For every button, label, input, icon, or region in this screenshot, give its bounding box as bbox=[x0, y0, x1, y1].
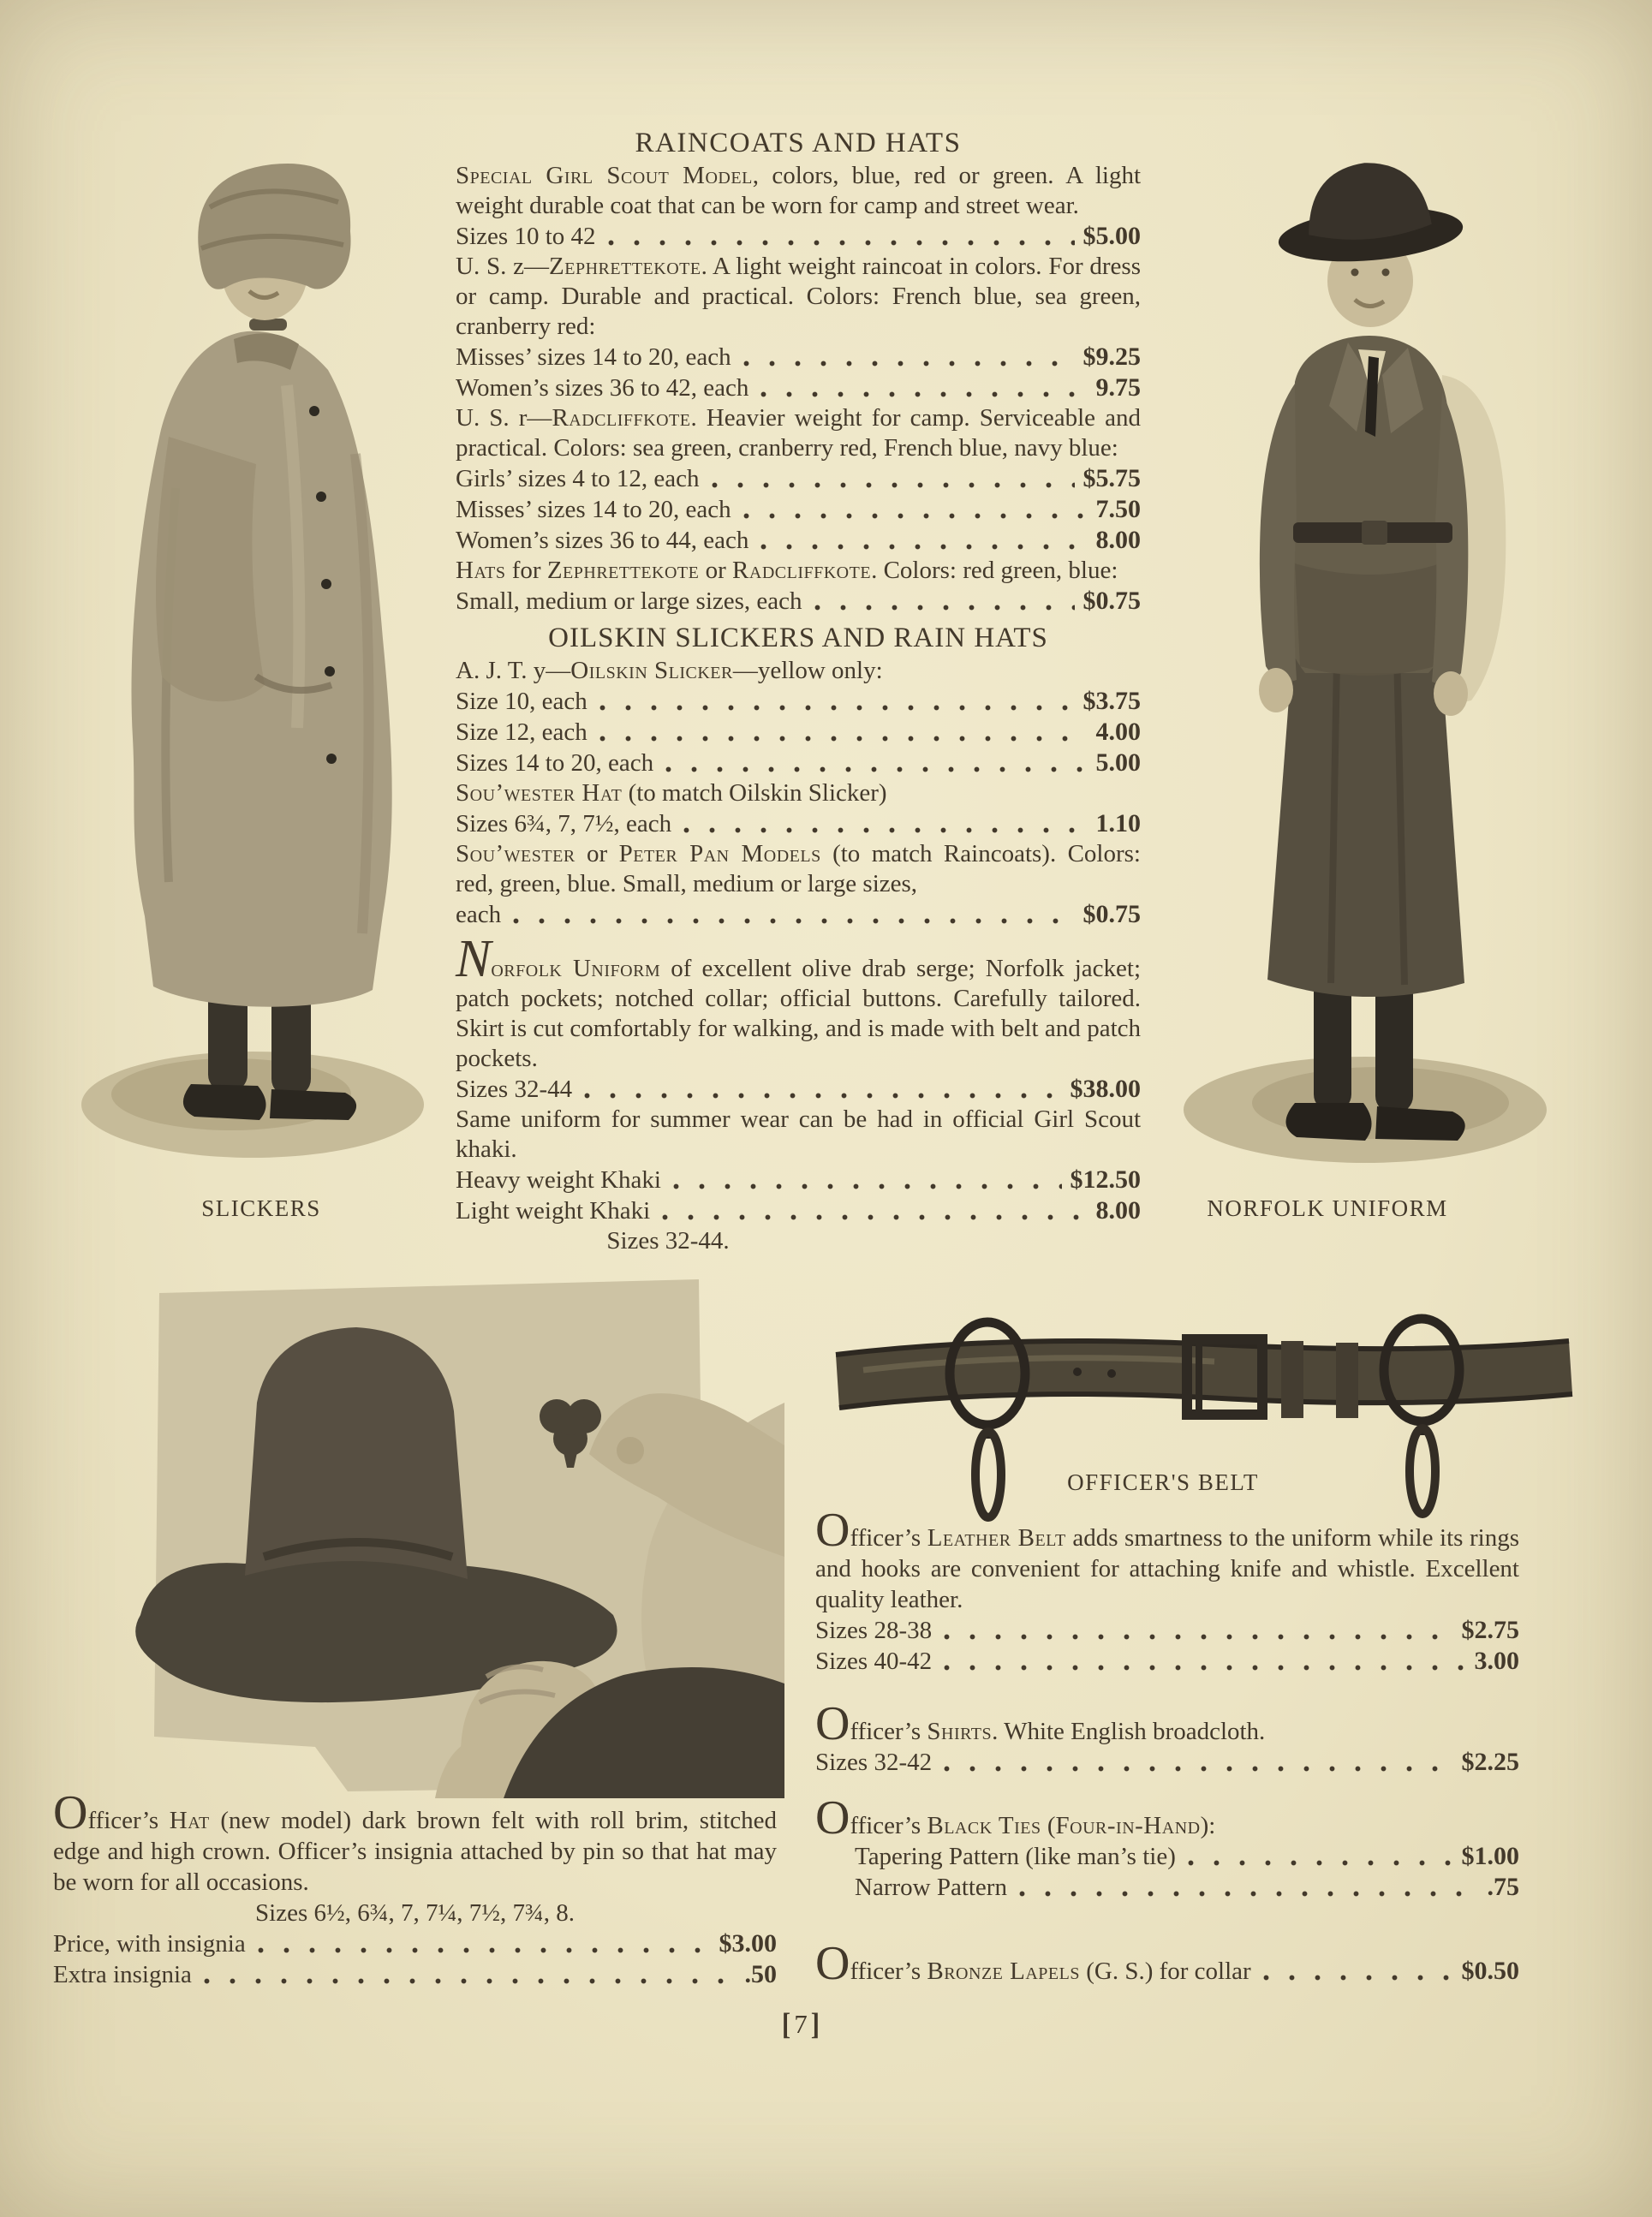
text-run: fficer’s bbox=[850, 1958, 927, 1985]
price-value: 4.00 bbox=[1095, 718, 1141, 746]
price-row-label: Women’s sizes 36 to 44, each bbox=[456, 527, 749, 554]
price-row-misses-14-20 bbox=[456, 342, 1141, 372]
page-number-bracket-left: [ bbox=[781, 2006, 791, 2041]
initial-letter: O bbox=[53, 1786, 88, 1839]
slickers-photo-illustration bbox=[73, 128, 450, 1182]
sizes-32-44-note: Sizes 32-44. bbox=[606, 1227, 730, 1255]
price-row-label: Girls’ sizes 4 to 12, each bbox=[456, 465, 700, 492]
price-value: $2.75 bbox=[1461, 1616, 1519, 1644]
dotted-leader bbox=[712, 482, 1075, 488]
dotted-leader bbox=[683, 827, 1087, 833]
smallcaps-text: Special Girl Scout Model bbox=[456, 162, 753, 189]
smallcaps-text: Leather Belt bbox=[927, 1524, 1066, 1552]
smallcaps-text: Zephrettekote bbox=[549, 253, 701, 280]
dotted-leader bbox=[608, 240, 1075, 246]
price-row-narrow-pattern bbox=[815, 1872, 1519, 1903]
text-run: U. S. z— bbox=[456, 253, 550, 280]
officers-shirts-paragraph bbox=[815, 1697, 1519, 1750]
smallcaps-text: Radcliffkote bbox=[732, 557, 872, 584]
text-run: (G. S.) for collar bbox=[1079, 1958, 1251, 1985]
price-row-small-medium-large bbox=[456, 586, 1141, 617]
price-value: 8.00 bbox=[1095, 526, 1141, 554]
price-row-sizes-10-42 bbox=[456, 221, 1141, 252]
price-row-label: Extra insignia bbox=[53, 1961, 192, 1988]
dotted-leader bbox=[1263, 1975, 1453, 1981]
smallcaps-text: Black Ties bbox=[927, 1812, 1041, 1839]
price-value: $5.00 bbox=[1082, 222, 1141, 250]
text-run: (to match Raincoats). Colors: red, green, blue. Small, medium or large sizes, bbox=[456, 840, 1141, 897]
initial-letter: N bbox=[456, 930, 492, 988]
smallcaps-text: Hat bbox=[169, 1807, 210, 1834]
price-value: 8.00 bbox=[1095, 1196, 1141, 1225]
price-row-label: Misses’ sizes 14 to 20, each bbox=[456, 496, 731, 523]
text-run: for bbox=[505, 557, 547, 584]
price-row-label: Tapering Pattern (like man’s tie) bbox=[855, 1843, 1176, 1870]
smallcaps-text: Sou’wester Hat bbox=[456, 779, 623, 807]
price-row-size-10 bbox=[456, 686, 1141, 717]
dotted-leader bbox=[584, 1093, 1061, 1099]
text-run: U. S. r— bbox=[456, 404, 552, 432]
price-row-label: Light weight Khaki bbox=[456, 1197, 651, 1225]
price-value: 3.00 bbox=[1474, 1647, 1519, 1675]
text-run: ( bbox=[1041, 1812, 1056, 1839]
page-number-value: 7 bbox=[794, 2009, 808, 2039]
initial-letter: O bbox=[815, 1697, 850, 1750]
price-row-each bbox=[456, 899, 1141, 930]
price-value: 5.00 bbox=[1095, 748, 1141, 777]
price-value: $0.75 bbox=[1082, 900, 1141, 928]
price-value: .75 bbox=[1487, 1873, 1519, 1901]
smallcaps-text: Oilskin Slicker bbox=[570, 657, 733, 684]
initial-letter: O bbox=[815, 1791, 850, 1845]
price-row-label: Sizes 10 to 42 bbox=[456, 223, 596, 250]
dotted-leader bbox=[944, 1634, 1452, 1640]
price-row-label: each bbox=[456, 901, 502, 928]
price-row-label: Size 10, each bbox=[456, 688, 587, 715]
smallcaps-text: Bronze Lapels bbox=[927, 1958, 1080, 1985]
text-run: . Heavier weight for camp. Serviceable and practical. Colors: sea green, cranberry red, French blue, navy blue: bbox=[456, 404, 1141, 462]
price-value: $12.50 bbox=[1070, 1165, 1141, 1194]
price-row-label: Sizes 40-42 bbox=[815, 1648, 933, 1675]
price-row-label: Size 12, each bbox=[456, 718, 587, 746]
officers-black-ties-paragraph bbox=[815, 1791, 1519, 1845]
text-run: ): bbox=[1200, 1812, 1216, 1839]
price-value: $3.75 bbox=[1082, 687, 1141, 715]
price-row-label: Sizes 32-44 bbox=[456, 1076, 573, 1103]
text-run: (new model) dark brown felt with roll brim, stitched edge and high crown. Officer’s insignia attached by pin so that hat may be worn for all occasions. bbox=[53, 1807, 778, 1896]
price-row-souwester-sizes bbox=[456, 808, 1141, 839]
dotted-leader bbox=[743, 361, 1075, 367]
price-value: $0.75 bbox=[1082, 587, 1141, 615]
price-value: 9.75 bbox=[1095, 373, 1141, 402]
dotted-leader bbox=[673, 1183, 1062, 1189]
dotted-leader bbox=[665, 766, 1087, 772]
dotted-leader bbox=[662, 1214, 1087, 1220]
dotted-leader bbox=[944, 1766, 1452, 1772]
price-value: $3.00 bbox=[719, 1929, 777, 1958]
price-row-size-12 bbox=[456, 717, 1141, 748]
smallcaps-text: Hats bbox=[456, 557, 506, 584]
text-run: . Colors: red green, blue: bbox=[871, 557, 1118, 584]
price-row-womens-36-42 bbox=[456, 372, 1141, 403]
dotted-leader bbox=[258, 1947, 711, 1953]
text-run: Same uniform for summer wear can be had in official Girl Scout khaki. bbox=[456, 1106, 1141, 1163]
dotted-leader bbox=[1188, 1860, 1453, 1866]
price-row-label: Narrow Pattern bbox=[855, 1874, 1007, 1901]
price-row-bronze-lapels bbox=[815, 1937, 1519, 1990]
text-run: . White English broadcloth. bbox=[992, 1718, 1266, 1745]
peter-pan-models-paragraph bbox=[456, 839, 1141, 899]
page-number-bracket-right: ] bbox=[810, 2006, 820, 2041]
radcliffkote-paragraph bbox=[456, 403, 1141, 463]
price-row-label: Sizes 28-38 bbox=[815, 1617, 933, 1644]
price-value: $38.00 bbox=[1070, 1075, 1141, 1103]
initial-letter: O bbox=[815, 1504, 850, 1557]
dotted-leader bbox=[204, 1978, 737, 1984]
price-row-belt-40-42 bbox=[815, 1646, 1519, 1677]
price-row-heavy-khaki bbox=[456, 1165, 1141, 1195]
price-row-misses-14-20-rad bbox=[456, 494, 1141, 525]
text-run: of excellent olive drab serge; Norfolk jacket; patch pockets; notched collar; official buttons. Carefully tailored. Skirt is cut comfortably for walking, and is made with belt and patch pockets. bbox=[456, 955, 1141, 1072]
souwester-hat-paragraph bbox=[456, 778, 1141, 808]
text-run: or bbox=[699, 557, 733, 584]
text-run: or bbox=[575, 840, 619, 867]
smallcaps-text: orfolk Uniform bbox=[491, 955, 661, 982]
smallcaps-text: Shirts bbox=[927, 1718, 993, 1745]
dotted-leader bbox=[1019, 1891, 1479, 1897]
text-run: , colors, blue, red or green. A light weight durable coat that can be worn for camp and street wear. bbox=[456, 162, 1142, 219]
price-row-girls-4-12 bbox=[456, 463, 1141, 494]
smallcaps-text: Radcliffkote bbox=[552, 404, 691, 432]
price-row-label: Heavy weight Khaki bbox=[456, 1166, 661, 1194]
dotted-leader bbox=[760, 391, 1087, 397]
price-value: 1.10 bbox=[1095, 809, 1141, 837]
text-run: fficer’s bbox=[850, 1524, 927, 1552]
price-row-light-khaki bbox=[456, 1195, 1141, 1226]
text-run: fficer’s bbox=[87, 1807, 170, 1834]
price-row-label: Price, with insignia bbox=[53, 1930, 246, 1958]
dotted-leader bbox=[743, 513, 1088, 519]
price-value: $5.75 bbox=[1082, 464, 1141, 492]
raincoats-heading: RAINCOATS AND HATS bbox=[635, 128, 962, 158]
raincoats-column bbox=[456, 128, 1141, 1256]
dotted-leader bbox=[944, 1665, 1465, 1671]
dotted-leader bbox=[760, 544, 1087, 550]
text-run: —yellow only: bbox=[732, 657, 883, 684]
text-run: adds smartness to the uniform while its rings and hooks are convenient for attaching knife and whistle. Excellent quality leather. bbox=[815, 1524, 1519, 1613]
price-value: $0.50 bbox=[1461, 1957, 1519, 1985]
text-run: fficer’s bbox=[850, 1718, 927, 1745]
norfolk-uniform-caption: NORFOLK UNIFORM bbox=[1207, 1195, 1448, 1221]
summer-uniform-paragraph bbox=[456, 1105, 1141, 1165]
price-row-hat-with-insignia bbox=[53, 1928, 777, 1959]
price-row-label: Sizes 6¾, 7, 7½, each bbox=[456, 810, 672, 837]
price-row-label: Small, medium or large sizes, each bbox=[456, 587, 802, 615]
price-row-belt-28-38 bbox=[815, 1615, 1519, 1646]
price-row-label: Sizes 32-42 bbox=[815, 1749, 933, 1776]
price-value: $2.25 bbox=[1461, 1748, 1519, 1776]
oilskin-slicker-paragraph bbox=[456, 656, 1141, 686]
slickers-caption: SLICKERS bbox=[201, 1195, 321, 1221]
smallcaps-text: Zephrettekote bbox=[546, 557, 700, 584]
officers-items-block bbox=[815, 1504, 1519, 1990]
hats-for-kote-paragraph bbox=[456, 556, 1141, 586]
price-row-tapering-pattern bbox=[815, 1841, 1519, 1872]
officers-hat-photo-illustration bbox=[58, 1274, 784, 1798]
price-row-label: Women’s sizes 36 to 42, each bbox=[456, 374, 749, 402]
price-row-label: Misses’ sizes 14 to 20, each bbox=[456, 343, 731, 371]
dotted-leader bbox=[599, 705, 1075, 711]
norfolk-uniform-paragraph bbox=[456, 930, 1141, 1074]
price-value: 7.50 bbox=[1095, 495, 1141, 523]
page-number bbox=[737, 2006, 865, 2041]
price-row-sizes-14-20 bbox=[456, 748, 1141, 778]
smallcaps-text: Sou’wester bbox=[456, 840, 576, 867]
smallcaps-text: Four-in-Hand bbox=[1055, 1812, 1201, 1839]
price-row-label: Sizes 14 to 20, each bbox=[456, 749, 654, 777]
text-run: (to match Oilskin Slicker) bbox=[622, 779, 887, 807]
price-row-label bbox=[815, 1937, 1251, 1990]
dotted-leader bbox=[814, 605, 1075, 611]
price-value: $9.25 bbox=[1082, 343, 1141, 371]
norfolk-uniform-photo-illustration bbox=[1166, 118, 1557, 1180]
oilskin-heading: OILSKIN SLICKERS AND RAIN HATS bbox=[548, 623, 1048, 653]
price-row-womens-36-44 bbox=[456, 525, 1141, 556]
price-row-shirts-32-42 bbox=[815, 1747, 1519, 1778]
smallcaps-text: Peter Pan Models bbox=[618, 840, 821, 867]
price-row-extra-insignia bbox=[53, 1959, 777, 1990]
text-run: . A light weight raincoat in colors. For dress or camp. Durable and practical. Colors: French blue, sea green, cranberry red: bbox=[456, 253, 1141, 340]
officers-hat-block bbox=[53, 1786, 778, 1990]
price-row-sizes-32-44 bbox=[456, 1074, 1141, 1105]
hat-sizes-line: Sizes 6½, 6¾, 7, 7¼, 7½, 7¾, 8. bbox=[255, 1899, 575, 1927]
text-run: fficer’s bbox=[850, 1812, 927, 1839]
dotted-leader bbox=[513, 918, 1074, 924]
price-value: .50 bbox=[744, 1960, 777, 1988]
initial-letter: O bbox=[815, 1937, 850, 1990]
zephrettekote-paragraph bbox=[456, 252, 1141, 342]
special-girl-scout-model-paragraph bbox=[456, 161, 1141, 221]
text-run: A. J. T. y— bbox=[456, 657, 571, 684]
dotted-leader bbox=[599, 736, 1088, 742]
price-value: $1.00 bbox=[1461, 1842, 1519, 1870]
officers-belt-caption: OFFICER'S BELT bbox=[1067, 1469, 1259, 1495]
officers-hat-paragraph bbox=[53, 1786, 778, 1898]
officers-leather-belt-paragraph bbox=[815, 1504, 1519, 1615]
